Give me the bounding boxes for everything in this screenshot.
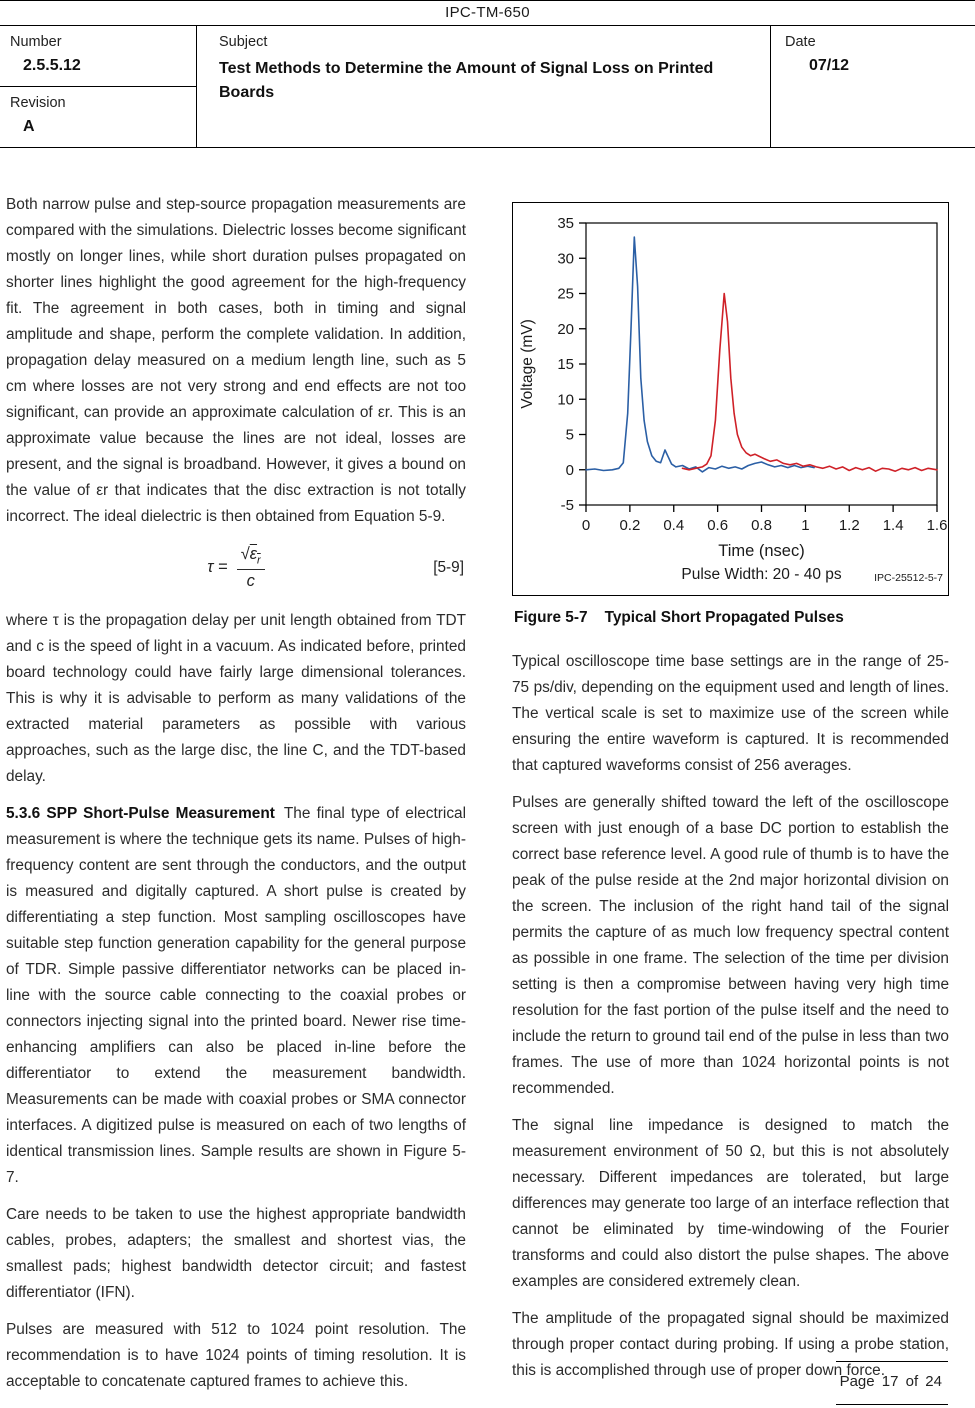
equation-denominator: c	[246, 571, 255, 590]
body-paragraph-where-tau: where τ is the propagation delay per unit length obtained from TDT and c is the speed of light in a vacuum. As indicated before, printed board technology could have fairly large dimensional tolerances. This is why it is advisable to perform as many validations of the extracted material parameters as possible with various approaches, such as the large disc, the line C, and the TDT-based delay.	[6, 611, 466, 785]
x-tick-label: 1.4	[882, 517, 904, 534]
date-label: Date	[785, 34, 816, 50]
number-label: Number	[10, 34, 62, 50]
figure-5-7	[512, 202, 949, 596]
date-value: 07/12	[809, 57, 850, 74]
y-tick-label: 10	[557, 391, 574, 409]
body-paragraph-care: Care needs to be taken to use the highest appropriate bandwidth cables, probes, adapters; the smallest and shortest vias, the smallest pads; highest bandwidth detector circuit; and fastest differentiator (IFN).	[6, 1205, 466, 1301]
header-number-revision-cell	[0, 26, 197, 147]
header-subject-cell	[197, 26, 771, 147]
page-number: Page 17 of 24	[836, 1361, 948, 1405]
body-paragraph-amplitude: The amplitude of the propagated signal should be maximized through proper contact during probing. If using a probe station, this is accomplished through use of proper down force.	[512, 1310, 949, 1379]
subject-label: Subject	[219, 34, 268, 50]
revision-value: A	[23, 118, 35, 135]
header-table	[0, 26, 975, 148]
x-tick-label: 0.4	[663, 517, 685, 534]
y-tick-label: 20	[557, 320, 574, 338]
section-536-text: The final type of electrical measurement is where the technique gets its name. Pulses of high-frequency content are sent through the conductors, and the output is measured and digitally captured. A short pulse is created by differentiating a step function. Most sampling oscilloscopes have suitable step function generation capability for the general purpose of TDR. Simple passive differentiator networks can be placed in-line with the source cable connecting to the coaxial probes or connectors injecting signal into the printed board. Newer rise time-enhancing amplifiers can also be placed in-line before the differentiator to extend the measurement bandwidth. Measurements can be made with coaxial probes or SMA connector interfaces. A digitized pulse is measured on each of two lengths of identical transmission lines. Sample results are shown in Figure 5-7.	[6, 804, 466, 1186]
body-paragraph-impedance: The signal line impedance is designed to match the measurement environment of 50 Ω, but this is not absolutely necessary. Different impedances are tolerated, but large differences may generate too large of an interface reflection that cannot be eliminated by time-windowing of the Fourier transforms and could also distort the pulse shapes. The above examples are considered extremely clean.	[512, 1117, 949, 1290]
equation-reference: [5-9]	[433, 558, 464, 576]
pulse-series-1	[683, 294, 938, 472]
y-tick-label: 0	[565, 461, 574, 479]
y-tick-label: -5	[560, 497, 574, 514]
pulse-chart	[513, 203, 948, 595]
left-column	[6, 192, 466, 1406]
y-tick-label: 15	[557, 356, 574, 373]
equation-numerator: $√\varepsilon_r$	[237, 545, 265, 570]
body-paragraph-resolution: Pulses are measured with 512 to 1024 point resolution. The recommendation is to have 1024 points of timing resolution. It is acceptable to concatenate captured frames to achieve this.	[6, 1320, 466, 1390]
pulse-series-0	[586, 237, 814, 472]
revision-label: Revision	[10, 95, 66, 111]
pulse-width-note: Pulse Width: 20 - 40 ps	[681, 566, 842, 583]
page-header	[0, 0, 975, 148]
y-tick-label: 30	[557, 250, 574, 268]
header-date-cell	[771, 26, 975, 147]
y-tick-label: 35	[557, 215, 574, 232]
x-tick-label: 0.8	[751, 517, 772, 534]
section-536-heading: 5.3.6 SPP Short-Pulse Measurement	[6, 804, 275, 822]
right-column	[512, 192, 949, 1406]
equation-fraction	[237, 545, 265, 591]
x-tick-label: 0.6	[707, 517, 729, 534]
header-revision-cell	[0, 87, 196, 147]
x-tick-label: 0.2	[619, 517, 641, 534]
x-tick-label: 1	[801, 517, 810, 534]
figure-id: IPC-25512-5-7	[874, 572, 943, 584]
equation-5-9	[6, 545, 466, 591]
number-value: 2.5.5.12	[23, 57, 81, 74]
figure-label: Figure 5-7	[514, 609, 588, 626]
x-tick-label: 0	[581, 517, 591, 534]
equation-lhs: τ =	[207, 558, 228, 577]
x-tick-label: 1.6	[926, 517, 948, 534]
subject-value: Test Methods to Determine the Amount of Signal Loss on Printed Boards	[219, 60, 714, 101]
y-axis-title: Voltage (mV)	[519, 319, 536, 409]
document-body	[0, 148, 975, 1406]
body-paragraph-shifted: Pulses are generally shifted toward the left of the oscilloscope screen with just enough of a base DC portion to establish the correct base reference level. A good rule of thumb is to have the peak of the pulse reside at the 2nd major horizontal division on the screen. The inclusion of the right hand tail of the signal permits the capture of as much low frequency spectral content as possible in one frame. The selection of the time per division setting is then a compromise between having very high time resolution for the fast portion of the pulse itself and the need to include the return to ground tail end of the pulse in less than two frames. The use of more than 1024 horizontal points is not recommended.	[512, 794, 949, 1097]
y-tick-label: 5	[565, 426, 574, 444]
body-paragraph-section-536	[6, 801, 466, 1191]
y-tick-label: 25	[557, 285, 574, 303]
body-paragraph-validation: Both narrow pulse and step-source propagation measurements are compared with the simulations. Dielectric losses become significant mostly on longer lines, while short duration pulses propagated on shorter lines highlight the good agreement for the high-frequency fit. The agreement in both cases, both in timing and signal amplitude and shape, perform the complete validation. In addition, propagation delay measured on a medium length line, such as 5 cm where losses are not very strong and end effects are not too significant, can provide an approximate calculation of εr. This is an approximate value because the lines are not ideal, losses are present, and the signal is broadband. However, it gives a bound on the value of εr that indicates that the disc extraction is not totally incorrect. The ideal dielectric is then obtained from Equation 5-9.	[6, 196, 466, 525]
header-number-cell	[0, 26, 196, 87]
doc-title: IPC-TM-650	[0, 0, 975, 26]
x-tick-label: 1.2	[838, 517, 860, 534]
x-axis-title: Time (nsec)	[718, 542, 805, 560]
figure-caption	[514, 609, 949, 627]
body-paragraph-timebase: Typical oscilloscope time base settings are in the range of 25-75 ps/div, depending on the equipment used and length of lines. The vertical scale is set to maximize use of the screen while ensuring the entire waveform is captured. It is recommended that captured waveforms consist of 256 averages.	[512, 653, 949, 774]
figure-title: Typical Short Propagated Pulses	[604, 609, 844, 626]
